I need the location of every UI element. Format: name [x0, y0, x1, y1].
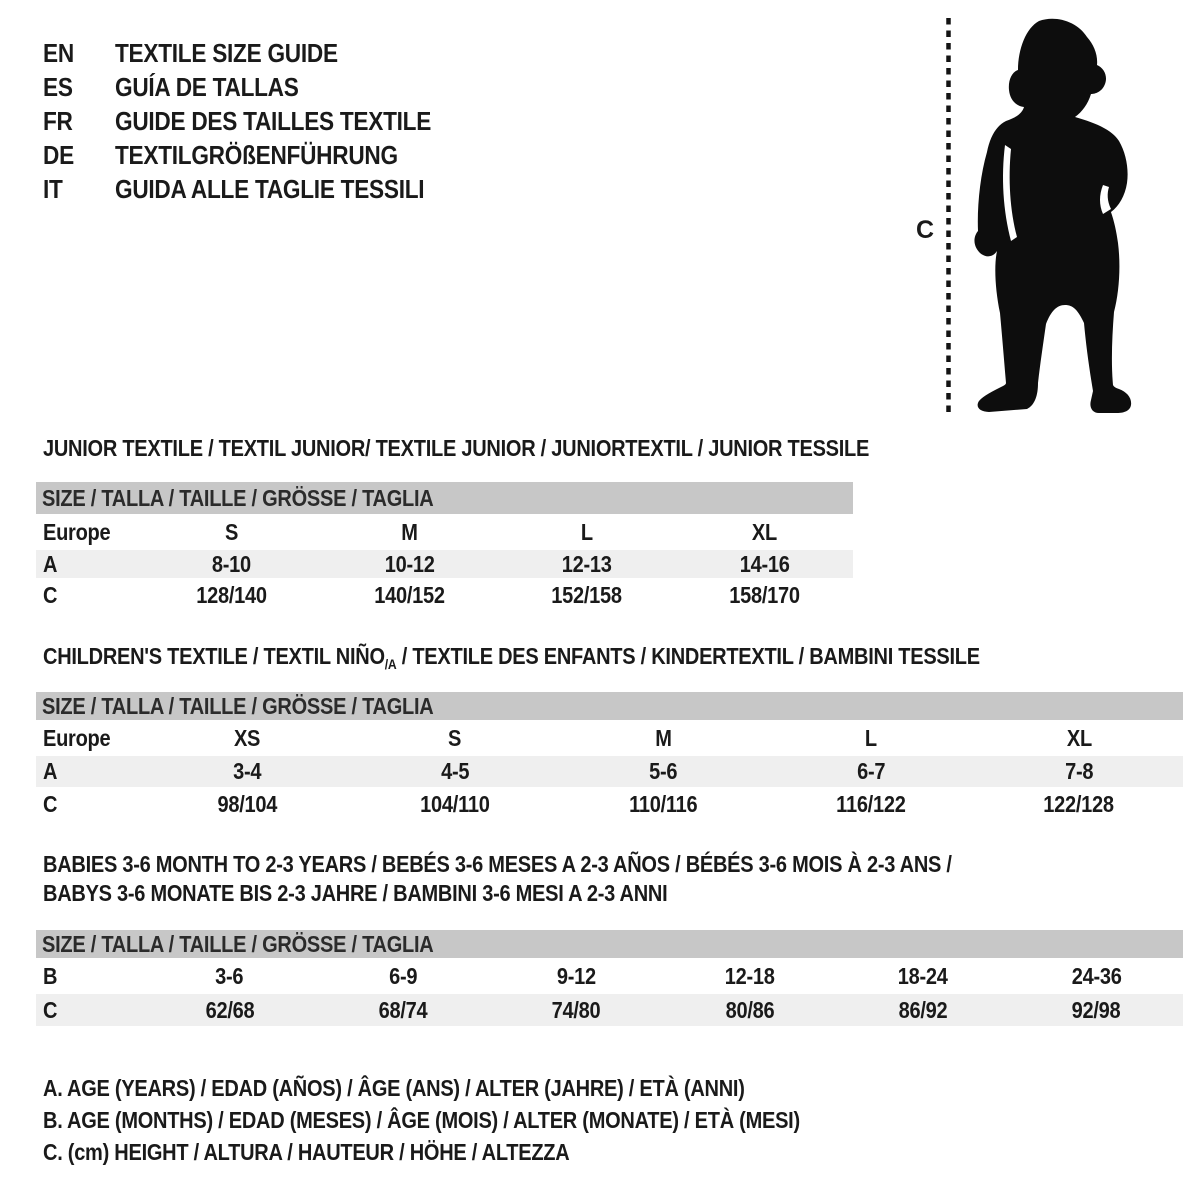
cell-text: 80/86 [725, 996, 775, 1023]
language-code [43, 104, 115, 138]
height-measure-label: C [916, 216, 935, 244]
cell-text: 158/170 [728, 581, 800, 608]
height-measure-dashed-line [944, 18, 953, 416]
title-subscript: /A [384, 656, 397, 672]
cell-text: 9-12 [556, 962, 596, 989]
language-title-list [43, 36, 478, 206]
guide-title-text: GUIDE DES TAILLES TEXTILE [115, 106, 432, 136]
cell-text: 92/98 [1071, 996, 1121, 1023]
legend-line-b [43, 1104, 913, 1136]
language-row [43, 172, 478, 206]
table-cell [676, 519, 854, 546]
cell-text: 140/152 [373, 581, 445, 608]
babies-section-title-line1 [43, 852, 1088, 876]
table-cell [143, 997, 316, 1024]
children-size-table [36, 692, 1183, 822]
size-header-bar [36, 930, 1183, 958]
babies-section-title-text: BABYS 3-6 MONATE BIS 2-3 JAHRE / BAMBINI 3-6 MESI A 2-3 ANNI [43, 880, 668, 906]
table-row-height-cm [36, 578, 853, 612]
toddler-silhouette-figure [965, 15, 1135, 415]
cell-text: 74/80 [551, 996, 601, 1023]
guide-title-text: TEXTILE SIZE GUIDE [115, 38, 338, 68]
row-label-text: Europe [43, 724, 111, 751]
cell-text: 110/116 [628, 791, 698, 817]
size-header-bar [36, 482, 853, 514]
row-label [36, 551, 143, 578]
legend-line-a-text: A. AGE (YEARS) / EDAD (AÑOS) / ÂGE (ANS) / ALTER (JAHRE) / ETÀ (ANNI) [43, 1075, 745, 1101]
cell-text: 4-5 [440, 758, 470, 784]
table-cell [316, 997, 489, 1024]
cell-text: 12-18 [724, 962, 775, 989]
size-header-bar-text: SIZE / TALLA / TAILLE / GRÖSSE / TAGLIA [42, 484, 434, 511]
table-cell [490, 963, 663, 990]
cell-text: 122/128 [1043, 791, 1115, 817]
row-label [36, 963, 143, 990]
table-row-europe [36, 720, 1183, 756]
table-cell [676, 551, 854, 578]
cell-text: 24-36 [1071, 962, 1122, 989]
table-cell [143, 758, 351, 785]
table-cell [767, 791, 975, 818]
row-label [36, 758, 143, 785]
guide-title [115, 104, 478, 138]
table-cell [767, 725, 975, 752]
babies-size-table [36, 930, 1183, 1026]
cell-text: XS [233, 724, 261, 751]
junior-section-title [43, 436, 993, 460]
language-row [43, 104, 478, 138]
table-cell [663, 997, 836, 1024]
legend-line-c-text: C. (cm) HEIGHT / ALTURA / HAUTEUR / HÖHE / ALTEZZA [43, 1139, 570, 1165]
guide-title [115, 138, 440, 172]
babies-section-title-text: BABIES 3-6 MONTH TO 2-3 YEARS / BEBÉS 3-6 MESES A 2-3 AÑOS / BÉBÉS 3-6 MOIS À 2-3 ANS / [43, 851, 952, 877]
table-row-age-years [36, 550, 853, 578]
table-cell [490, 997, 663, 1024]
table-cell [321, 551, 499, 578]
table-cell [143, 963, 316, 990]
language-row [43, 36, 478, 70]
cell-text: L [580, 518, 593, 545]
legend-line-a [43, 1072, 913, 1104]
guide-title-text: GUIDA ALLE TAGLIE TESSILI [115, 174, 425, 204]
table-cell [975, 791, 1183, 818]
language-code-text: DE [43, 140, 74, 170]
table-row-age-months [36, 958, 1183, 994]
cell-text: 6-9 [388, 962, 418, 989]
toddler-body-shape [974, 19, 1131, 413]
cell-text: 6-7 [856, 758, 886, 784]
cell-text: 98/104 [217, 791, 277, 817]
language-code [43, 70, 115, 104]
table-row-europe [36, 514, 853, 550]
cell-text: S [225, 518, 239, 545]
guide-title-text: TEXTILGRÖßENFÜHRUNG [115, 140, 398, 170]
table-cell [143, 582, 321, 609]
cell-text: 7-8 [1064, 758, 1094, 784]
size-header-bar-text: SIZE / TALLA / TAILLE / GRÖSSE / TAGLIA [42, 692, 434, 719]
cell-text: 68/74 [378, 996, 428, 1023]
cell-text: XL [1066, 724, 1092, 751]
title-part: CHILDREN'S TEXTILE / TEXTIL NIÑO [43, 643, 385, 669]
table-row-height-cm [36, 787, 1183, 822]
row-label-text: C [43, 791, 58, 817]
children-section-title [43, 644, 1120, 676]
row-label-text: Europe [43, 518, 111, 545]
row-label-text: A [43, 758, 58, 784]
language-code-text: ES [43, 72, 73, 102]
table-cell [975, 758, 1183, 785]
cell-text: 8-10 [212, 550, 252, 577]
cell-text: L [865, 724, 877, 751]
cell-text: 86/92 [898, 996, 948, 1023]
cell-text: 116/122 [836, 791, 906, 817]
junior-section-title-text: JUNIOR TEXTILE / TEXTIL JUNIOR/ TEXTILE JUNIOR / JUNIORTEXTIL / JUNIOR TESSILE [43, 435, 870, 461]
cell-text: XL [751, 518, 777, 545]
cell-text: 10-12 [384, 550, 435, 577]
language-row [43, 70, 478, 104]
title-part: / TEXTILE DES ENFANTS / KINDERTEXTIL / BAMBINI TESSILE [396, 643, 980, 669]
cell-text: 5-6 [648, 758, 678, 784]
children-section-title-text [43, 644, 980, 676]
table-cell [143, 519, 321, 546]
table-cell [663, 963, 836, 990]
babies-section-title-line2 [43, 881, 761, 905]
table-cell [836, 963, 1009, 990]
cell-text: 3-6 [215, 962, 244, 989]
cell-text: 128/140 [196, 581, 267, 608]
language-code-text: FR [43, 106, 73, 136]
guide-title [115, 172, 471, 206]
cell-text: 3-4 [232, 758, 262, 784]
junior-size-table [36, 482, 853, 612]
size-header-bar [36, 692, 1183, 720]
table-row-age-years [36, 756, 1183, 787]
table-cell [143, 791, 351, 818]
table-cell [143, 551, 321, 578]
table-cell [559, 758, 767, 785]
cell-text: 104/110 [420, 791, 490, 817]
row-label [36, 725, 143, 752]
cell-text: S [448, 724, 462, 751]
language-row [43, 138, 478, 172]
table-cell [498, 551, 676, 578]
table-cell [351, 725, 559, 752]
language-code-text: IT [43, 174, 63, 204]
language-code [43, 36, 115, 70]
language-code-text: EN [43, 38, 74, 68]
guide-title [115, 36, 371, 70]
table-cell [767, 758, 975, 785]
table-cell [321, 582, 499, 609]
language-code [43, 138, 115, 172]
cell-text: 14-16 [739, 550, 790, 577]
table-cell [676, 582, 854, 609]
table-cell [1010, 997, 1183, 1024]
guide-title-text: GUÍA DE TALLAS [115, 72, 299, 102]
guide-title [115, 70, 326, 104]
cell-text: 62/68 [205, 996, 255, 1023]
row-label [36, 791, 143, 818]
table-cell [836, 997, 1009, 1024]
row-label-text: B [43, 962, 58, 989]
row-label-text: C [43, 996, 58, 1023]
table-cell [1010, 963, 1183, 990]
table-cell [321, 519, 499, 546]
cell-text: M [654, 724, 672, 751]
table-cell [143, 725, 351, 752]
size-header-bar-text: SIZE / TALLA / TAILLE / GRÖSSE / TAGLIA [42, 930, 434, 957]
legend-line-b-text: B. AGE (MONTHS) / EDAD (MESES) / ÂGE (MOIS) / ALTER (MONATE) / ETÀ (MESI) [43, 1107, 800, 1133]
row-label [36, 997, 143, 1024]
table-row-height-cm [36, 994, 1183, 1026]
table-cell [498, 519, 676, 546]
language-code [43, 172, 115, 206]
cell-text: 12-13 [561, 550, 612, 577]
row-label [36, 582, 143, 609]
row-label-text: A [43, 550, 58, 577]
row-label-text: C [43, 581, 58, 608]
measure-legend [43, 1072, 913, 1168]
cell-text: 18-24 [898, 962, 948, 989]
row-label [36, 519, 143, 546]
table-cell [351, 758, 559, 785]
legend-line-c [43, 1136, 913, 1168]
cell-text: M [401, 518, 418, 545]
table-cell [351, 791, 559, 818]
table-cell [316, 963, 489, 990]
table-cell [559, 725, 767, 752]
table-cell [559, 791, 767, 818]
table-cell [498, 582, 676, 609]
table-cell [975, 725, 1183, 752]
cell-text: 152/158 [551, 581, 622, 608]
